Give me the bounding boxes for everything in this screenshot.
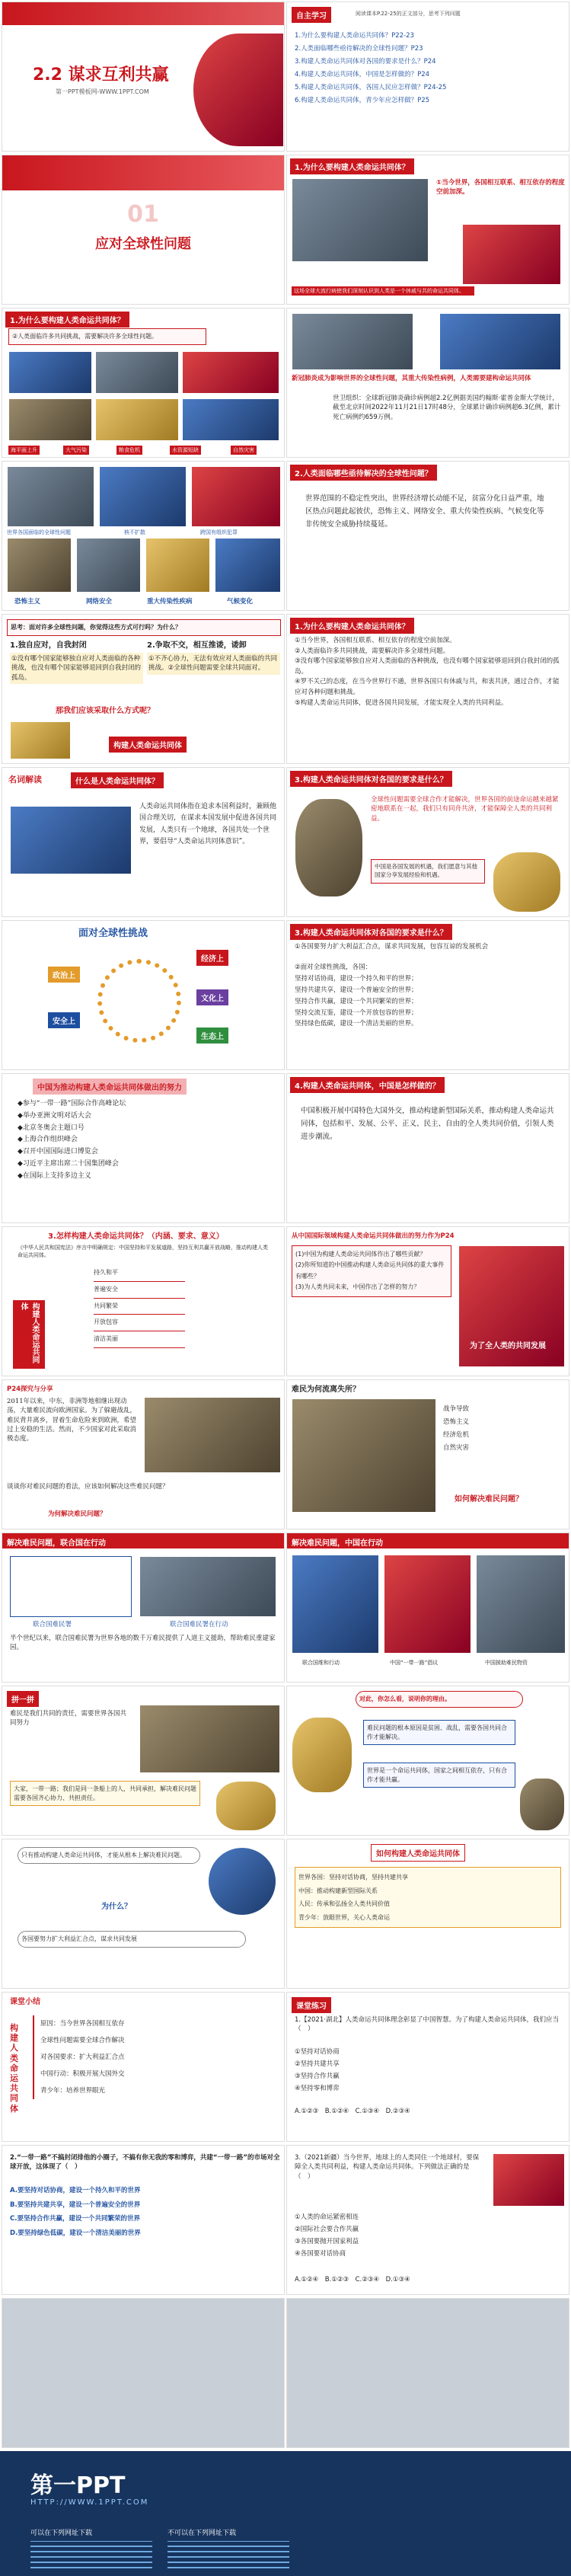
badge: 课堂练习	[292, 1997, 331, 2013]
diagram-root: 构建人类命运共同体	[13, 1300, 45, 1369]
photo	[144, 1397, 281, 1473]
slide-blank	[286, 2298, 569, 2448]
column-title: 2.争取不交，相互推诿，诿卸	[147, 641, 247, 650]
list-item: 6.构建人类命运共同体，青少年应怎样做？P25	[295, 97, 430, 104]
lead-text: ①各国要努力扩大利益汇合点，谋求共同发展，包容互谅的发展机会	[295, 943, 489, 951]
column-text: ①没有哪个国家能够独自应对人类面临的各种挑战，也没有哪个国家能够退回到自我封闭的孤岛。	[10, 653, 143, 684]
badge: 拼一拼	[7, 1691, 39, 1707]
link-list[interactable]	[30, 2541, 152, 2568]
section-banner	[2, 155, 284, 190]
link-list[interactable]	[167, 2541, 289, 2568]
node: 生态上	[196, 1028, 228, 1044]
slide-china-how	[286, 1073, 569, 1223]
mindmap-root: 构建人类命运共同体	[10, 2023, 18, 2114]
question: 为什么？	[101, 1903, 132, 1911]
options	[295, 2046, 565, 2095]
slide-global-issues	[2, 461, 285, 611]
photo	[182, 351, 279, 394]
list-item: 战争导致	[443, 1405, 470, 1413]
slide-think-together	[2, 1686, 285, 1836]
answer-choices: A.①②③ B.①②④ C.①③④ D.②③④	[295, 2108, 410, 2115]
caption: 这场全球大流行病使我们深刻认识到人类是一个休戚与共的命运共同体。	[292, 286, 474, 296]
list-item: 4.构建人类命运共同体，中国是怎样做的？P24	[295, 71, 430, 78]
list-item: 恐怖主义	[443, 1418, 470, 1426]
option: ①坚持对话协商	[295, 2048, 340, 2056]
slide-heading: 从中国国际领域构建人类命运共同体做出的努力作为P24	[292, 1232, 455, 1240]
photo	[10, 806, 132, 874]
list-item: ◆上海合作组织峰会	[18, 1136, 78, 1144]
diagram-title: 面对全球性挑战	[78, 928, 148, 939]
paragraph: 世卫组织：全球新冠肺炎确诊病例超2.2亿例据美国约翰斯·霍普金斯大学统计，截至北京时间2022年11月21日17时48分，全球累计确诊病例超6.3亿例，累计死亡病例约659万例。	[333, 395, 561, 421]
list-item: 坚持绿色低碳，建设一个清洁美丽的世界。	[295, 1020, 418, 1028]
mindmap-branch: 对各国要求：扩大利益汇合点	[40, 2053, 125, 2062]
slide-self-study	[286, 2, 569, 152]
photo	[95, 398, 179, 441]
list-item: 经济危机	[443, 1431, 470, 1439]
question: 那我们应该采取什么方式呢？	[56, 707, 155, 715]
slide-heading: 2.人类面临哪些亟待解决的全球性问题？	[290, 465, 437, 481]
slide-section-01	[2, 155, 285, 305]
slide-heading: 1.为什么要构建人类命运共同体？	[290, 158, 414, 174]
caption: 海平面上升	[8, 446, 40, 455]
list-item: ◆在国际上支持多边主义	[18, 1171, 91, 1180]
slide-heading: 3.怎样构建人类命运共同体？（内涵、要求、意义）	[48, 1232, 224, 1241]
photo	[292, 1555, 379, 1654]
speech-bubble: 中国是各国发展的机遇，我们愿意与其他国家分享发展经验和机遇。	[371, 859, 485, 884]
slide-requirements-2	[286, 920, 569, 1070]
column-text: ①不齐心协力，无法有效应对人类面临的共同挑战。②全球性问题需要全球共同面对。	[147, 653, 280, 675]
label: 恐怖主义	[14, 598, 41, 606]
list-item: 1.为什么要构建人类命运共同体？P22-23	[295, 32, 414, 40]
column-title: 1.独自应对，自我封闭	[10, 641, 87, 650]
diagram-row: 开放包容	[94, 1315, 185, 1331]
photo	[8, 351, 92, 394]
paragraph: 中国积极开展中国特色大国外交，推动构建新型国际关系，推动构建人类命运共同体，包括和平、发展、公平、正义、民主、自由的全人类共同价值，引领人类进步潮流。	[301, 1107, 554, 1142]
slide-exercise-2	[2, 2145, 285, 2295]
requirements-list	[295, 962, 565, 1030]
node: 安全上	[48, 1012, 80, 1028]
lesson-number: 2.2	[33, 66, 62, 85]
term-label: 名词解读	[8, 775, 42, 785]
footer-url[interactable]: HTTP://WWW.1PPT.COM	[30, 2498, 149, 2507]
paragraph: 世界范围的不稳定性突出，世界经济增长动能不足，贫富分化日益严重，地区热点问题此起彼伏，恐怖主义、网络安全、重大传染性疾病、气候变化等非传统安全威胁持续蔓延。	[305, 494, 544, 529]
list-item: ②面对全球性挑战，各国：	[295, 964, 372, 971]
slide-requirements-1	[286, 767, 569, 917]
highlight-text: 新冠肺炎成为影响世界的全球性问题，其重大传染性病例，人类需要建构命运共同体	[292, 375, 531, 382]
cause-list	[443, 1403, 565, 1455]
list-item: ④罗不关己的态度，在当今世界行不通，世界各国只有休戚与共，和衷共济，通过合作，才能应对各种问题和挑战。	[295, 678, 560, 696]
option: ③各国要抛开国家利益	[295, 2238, 359, 2246]
slide-why-summary	[286, 614, 569, 764]
list-item: ◆习近平主席出席二十国集团峰会	[18, 1159, 119, 1168]
label: 世界各国面临的全球性问题	[7, 529, 71, 535]
diagram-row: 共同繁荣	[94, 1299, 185, 1315]
slide-title	[2, 2, 285, 152]
list-item: 2.人类面临哪些亟待解决的全球性问题？P23	[295, 45, 423, 53]
think-box: 思考：面对许多全球性问题，你觉得这些方式可行吗？为什么？	[7, 619, 281, 636]
slide-root-solution	[2, 1839, 285, 1989]
paragraph: 2011年以来，中东，非洲等地相继出现动荡，大量难民流向欧洲国家。为了躲避战乱，难民背井离乡，冒着生命危险来到欧洲，希望过上安稳的生活。然而，不少国家对此采取消极态度。	[7, 1398, 137, 1443]
option: ④坚持零和博弈	[295, 2085, 340, 2093]
slide-why-1	[286, 155, 569, 305]
mindmap-branch: 全球性问题需要全球合作解决	[40, 2037, 125, 2045]
slide-blank	[2, 2298, 285, 2448]
illustration	[295, 798, 363, 897]
slide-heading: 3.构建人类命运共同体对各国的要求是什么？	[290, 771, 452, 787]
list-item: ③没有哪个国家能够独自应对人类面临的各种挑战，也没有哪个国家能够退回到自我封闭的孤岛。	[295, 657, 560, 676]
list-item: 自然灾害	[443, 1444, 470, 1452]
option: ①人类的命运紧密相连	[295, 2213, 359, 2221]
photo	[95, 351, 179, 394]
list-item: 坚持共建共享，建设一个普遍安全的世界；	[295, 986, 418, 994]
caption: 大气污染	[63, 446, 89, 455]
node: 经济上	[196, 950, 228, 966]
slide-definition	[2, 767, 285, 917]
decorative-photo	[193, 33, 284, 147]
slide-heading: 课堂小结	[10, 1998, 40, 2006]
options	[10, 2184, 280, 2241]
paragraph: 全球性问题需要全球合作才能解决，世界各国的前途命运越来越紧密地联系在一起，我们只有同舟共济，才能保障全人类的共同利益。	[371, 796, 559, 823]
list-item: 5.构建人类命运共同体，各国人民应怎样做？P24-25	[295, 84, 447, 91]
answer-box: 难民问题的根本原因是贫困、战乱，需要各国共同合作才能解决。	[363, 1720, 515, 1745]
list-item: 中国：推动构建新型国际关系	[298, 1887, 378, 1894]
slide-refugee-why	[286, 1379, 569, 1529]
slide-heading: 难民为何流离失所？	[292, 1385, 360, 1394]
slide-pandemic	[286, 308, 569, 458]
footer-note: 可以在下列网址下载	[30, 2530, 93, 2537]
slide-challenge-diagram	[2, 920, 285, 1070]
slide-heading: 解决难民问题，联合国在行动	[2, 1533, 284, 1548]
list-item: ⑤构建人类命运共同体，促进各国共同发展，才能实现全人类的共同利益。	[295, 698, 508, 707]
label: 重大传染性疾病	[147, 598, 193, 606]
option: B.要坚持共建共享，建设一个普遍安全的世界	[10, 2200, 141, 2209]
option: ②国际社会要合作共赢	[295, 2226, 359, 2234]
slide-exercise-3	[286, 2145, 569, 2295]
unhcr-logo	[10, 1556, 132, 1617]
question-badge: 什么是人类命运共同体？	[71, 772, 164, 788]
slide-how-build	[2, 1226, 285, 1376]
list-item: ◆召开中国国际进口博览会	[18, 1148, 98, 1155]
mindmap-branch: 中国行动：积极开展大国外交	[40, 2070, 125, 2079]
question: 谈谈你对难民问题的看法，应该如何解决这些难民问题？	[7, 1483, 169, 1491]
mindmap-branch: 青少年：培养世界眼光	[40, 2087, 106, 2095]
answer: 为何解决难民问题？	[48, 1510, 107, 1518]
photo	[292, 313, 413, 370]
illustration	[292, 1717, 352, 1793]
list-item: ◆北京冬奥会主题口号	[18, 1123, 85, 1132]
slide-china-action	[286, 1532, 569, 1683]
illustration	[208, 1847, 276, 1916]
virus-image	[462, 224, 561, 285]
label: 网络安全	[86, 598, 113, 606]
list-item: ①当今世界，各国相互联系、相互依存的程度空前加深。	[295, 637, 456, 644]
list-item: ◆举办亚洲文明对话大会	[18, 1111, 91, 1120]
self-study-badge: 自主学习	[292, 7, 331, 23]
slide-why-2	[2, 308, 285, 458]
list-item: 坚持交流互鉴，建设一个开放包容的世界；	[295, 1008, 418, 1017]
label: 跨国有组织犯罪	[200, 529, 238, 535]
footer-logo: 第一PPT	[30, 2472, 126, 2499]
option: ②坚持共建共享	[295, 2060, 340, 2069]
list-item: ②人类面临许多共同挑战，需要解决许多全球性问题。	[295, 647, 450, 655]
list-item: 坚持合作共赢，建设一个共同繁荣的世界；	[295, 997, 418, 1005]
slide-heading: 1.为什么要构建人类命运共同体？	[290, 618, 414, 634]
section-number: 01	[127, 201, 159, 228]
slide-heading: 如何构建人类命运共同体	[371, 1844, 465, 1862]
caption: 中国“一带一路”倡议	[390, 1660, 439, 1666]
ring-diagram	[97, 959, 181, 1043]
illustration	[493, 852, 561, 912]
list-item: 人民：传承和弘扬全人类共同价值	[298, 1900, 390, 1908]
photo	[191, 466, 281, 527]
caption: 联合国维和行动	[302, 1660, 340, 1666]
photo	[439, 313, 561, 370]
slide-opinion	[286, 1686, 569, 1836]
option: ③坚持合作共赢	[295, 2073, 340, 2081]
node: 政治上	[48, 967, 80, 983]
caption: 联合国难民署在行动	[170, 1621, 228, 1628]
slide-issues-answer	[286, 461, 569, 611]
methods-box	[295, 1867, 561, 1928]
photo	[139, 1556, 276, 1617]
photo	[8, 398, 92, 441]
question: 3.（2021新疆）当今世界，地球上的人类同住一个地球村，要保障全人类共同利益，构建人类命运共同体。下列做法正确的是（ ）	[295, 2154, 480, 2181]
question: 1.【2021·湖北】人类命运共同体理念彰显了中国智慧。为了构建人类命运共同体，我们应当（ ）	[295, 2016, 559, 2034]
diagram-row: 持久和平	[94, 1265, 185, 1282]
efforts-list	[18, 1098, 276, 1182]
photo	[476, 1555, 566, 1654]
question: 2.“一带一路”不搞封闭排他的小圈子，不搞有你无我的零和博弈，共建“一带一路”的市场对全球开放，这体现了（ ）	[10, 2154, 280, 2172]
option: D.要坚持绿色低碳，建设一个清洁美丽的世界	[10, 2229, 141, 2238]
list-item: 坚持对话协商，建设一个持久和平的世界；	[295, 974, 418, 983]
news-photo	[292, 178, 429, 262]
slide-china-efforts	[2, 1073, 285, 1223]
photo	[139, 1705, 280, 1773]
photo	[182, 398, 279, 441]
mindmap-branch: 原因：当今世界各国相互依存	[40, 2020, 125, 2028]
slide-un-action	[2, 1532, 285, 1683]
diagram-rows	[94, 1265, 185, 1348]
illustration	[215, 1781, 276, 1831]
question-box	[292, 1245, 451, 1297]
option: ④各国要对话协商	[295, 2250, 346, 2258]
option: A.要坚持对话协商，建设一个持久和平的世界	[10, 2187, 141, 2194]
mindmap-branches	[33, 2015, 276, 2099]
label: 气候变化	[227, 598, 254, 606]
option: C.要坚持合作共赢，建设一个共同繁荣的世界	[10, 2215, 140, 2223]
photo	[99, 466, 187, 527]
speech-bubble: 对此，你怎么看，说明你的理由。	[356, 1691, 523, 1708]
subtitle: 《中华人民共和国宪法》序言中明确规定：中国坚持和平发展道路，坚持互利共赢开放战略，推动构建人类命运共同体。	[18, 1245, 268, 1259]
slide-heading: 3.构建人类命运共同体对各国的要求是什么？	[290, 924, 452, 940]
slide-heading: 解决难民问题，中国在行动	[287, 1533, 569, 1548]
list-item: 青少年：放眼世界，关心人类命运	[298, 1913, 390, 1921]
summary-list	[295, 636, 565, 708]
photo	[145, 538, 210, 593]
slide-refugee-explore	[2, 1379, 285, 1529]
diagram-row: 普遍安全	[94, 1282, 185, 1299]
photo	[493, 2153, 565, 2207]
thought-bubble: 只有推动构建人类命运共同体，才能从根本上解决难民问题。	[18, 1847, 200, 1864]
photo-caption: 为了全人类的共同发展	[470, 1342, 546, 1350]
slide-think	[2, 614, 285, 764]
slide-contributions	[286, 1226, 569, 1376]
photo	[10, 721, 71, 759]
slide-how-to-build	[286, 1839, 569, 1989]
paragraph: 半个世纪以来，联合国难民署为世界各地的数千万难民提供了人道主义援助，帮助难民重建家园。	[10, 1635, 276, 1652]
list-item: (2)你所知道的中国推动构建人类命运共同体的重大事件有哪些？	[295, 1261, 445, 1280]
text-box: 大家，一带一路；我们是同一条船上的人，共同承担，解决难民问题需要各国齐心协力、共担责任。	[10, 1781, 200, 1806]
photo	[215, 538, 281, 593]
list-item: 世界各国：坚持对话协商，坚持共建共享	[298, 1874, 408, 1881]
speech-bubble: 各国要努力扩大利益汇合点，谋求共同发展	[18, 1931, 246, 1948]
site-subtitle: 第一PPT模板网-WWW.1PPT.COM	[56, 88, 149, 95]
caption: 自然灾害	[231, 446, 257, 455]
photo	[76, 538, 141, 593]
point-text: ①当今世界，各国相互联系、相互依存的程度空前加深。	[436, 179, 565, 197]
answer-box: 世界是一个命运共同体，国家之间相互依存，只有合作才能共赢。	[363, 1763, 515, 1788]
slide-heading: P24探究与分享	[7, 1385, 53, 1393]
photo	[384, 1555, 471, 1654]
slide-heading: 4.构建人类命运共同体，中国是怎样做的？	[290, 1077, 445, 1093]
self-study-list	[295, 30, 561, 107]
definition: 人类命运共同体指在追求本国利益时，兼顾他国合理关切，在谋求本国发展中促进各国共同发展，人类只有一个地球，各国共处一个世界，要倡导“人类命运共同体意识”。	[139, 803, 277, 845]
point-box: ②人类面临许多共同挑战，需要解决许多全球性问题。	[8, 328, 206, 345]
answer-badge: 构建人类命运共同体	[109, 737, 187, 753]
site-footer	[0, 2451, 571, 2576]
photo	[292, 1398, 436, 1513]
photo	[7, 538, 72, 593]
caption: 水资源短缺	[170, 446, 201, 455]
title-banner	[2, 2, 284, 25]
photo	[7, 466, 94, 527]
slide-heading: 1.为什么要构建人类命运共同体？	[5, 312, 129, 328]
footer-note: 不可以在下列网址下载	[167, 2530, 237, 2537]
list-item: (1)中国为构建人类命运共同体作出了哪些贡献？	[295, 1251, 426, 1258]
caption: 粮食危机	[116, 446, 142, 455]
list-item: ◆参与“一带一路”国际合作高峰论坛	[18, 1100, 126, 1107]
section-title: 应对全球性问题	[95, 236, 191, 252]
label: 核不扩散	[124, 529, 145, 535]
slide-exercise-1	[286, 1992, 569, 2142]
node: 文化上	[196, 989, 228, 1005]
slide-summary	[2, 1992, 285, 2142]
caption: 联合国难民署	[33, 1621, 72, 1628]
slide-heading: 中国为推动构建人类命运共同体做出的努力	[33, 1079, 187, 1095]
lesson-title: 谋求互利共赢	[68, 66, 169, 85]
list-item: 3.构建人类命运共同体对各国的要求是什么？P24	[295, 58, 436, 66]
paragraph: 难民是我们共同的责任，需要世界各国共同努力	[10, 1710, 127, 1727]
answer-choices: A.①②④ B.①②③ C.②③④ D.①③④	[295, 2276, 410, 2284]
question: 如何解决难民问题？	[455, 1495, 523, 1504]
options	[295, 2211, 565, 2261]
diagram-row: 清洁美丽	[94, 1331, 185, 1348]
list-item: (3)为人类共同未来，中国作出了怎样的努力？	[295, 1283, 420, 1291]
illustration	[519, 1778, 565, 1831]
caption: 中国援助难民物资	[485, 1660, 528, 1666]
self-study-hint: 阅读课本P.22-25的正文部分，思考下列问题	[356, 11, 461, 17]
